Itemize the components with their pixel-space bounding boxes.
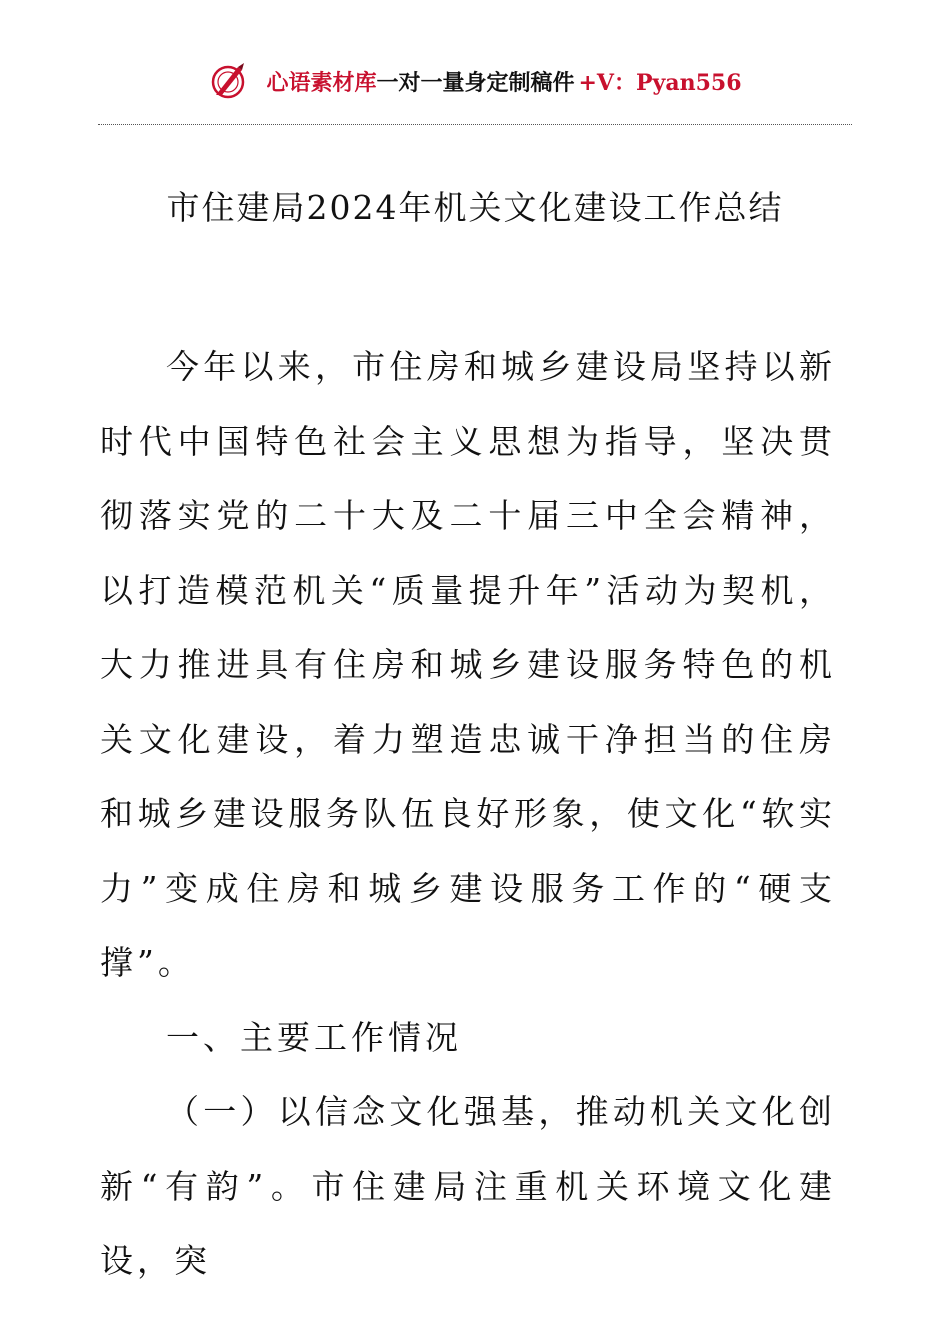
intro-paragraph: 今年以来，市住房和城乡建设局坚持以新时代中国特色社会主义思想为指导，坚决贯彻落实党的二十大及二十届三中全会精神，以打造模范机关“质量提升年”活动为契机，大力推进具有住房和城乡建设服务特色的机关文化建设，着力塑造忠诚干净担当的住房和城乡建设服务队伍良好形象，使文化“软实力”变成住房和城乡建设服务工作的“硬支撑”。: [100, 347, 836, 982]
document-title: 市住建局2024年机关文化建设工作总结: [166, 188, 784, 227]
document-body: [100, 330, 836, 1299]
header-banner: [266, 66, 741, 97]
quill-seal-icon: [208, 61, 248, 101]
header-slogan: 一对一量身定制稿件: [376, 69, 575, 96]
header-divider: [98, 124, 852, 125]
section-heading: 一、主要工作情况: [166, 1017, 462, 1057]
page-header: [0, 55, 950, 107]
subsection-paragraph: （一）以信念文化强基，推动机关文化创新“有韵”。市住建局注重机关环境文化建设，突: [100, 1092, 836, 1280]
brand-name: 心语素材库: [266, 69, 377, 96]
header-contact: +V：Pyan556: [578, 69, 742, 96]
